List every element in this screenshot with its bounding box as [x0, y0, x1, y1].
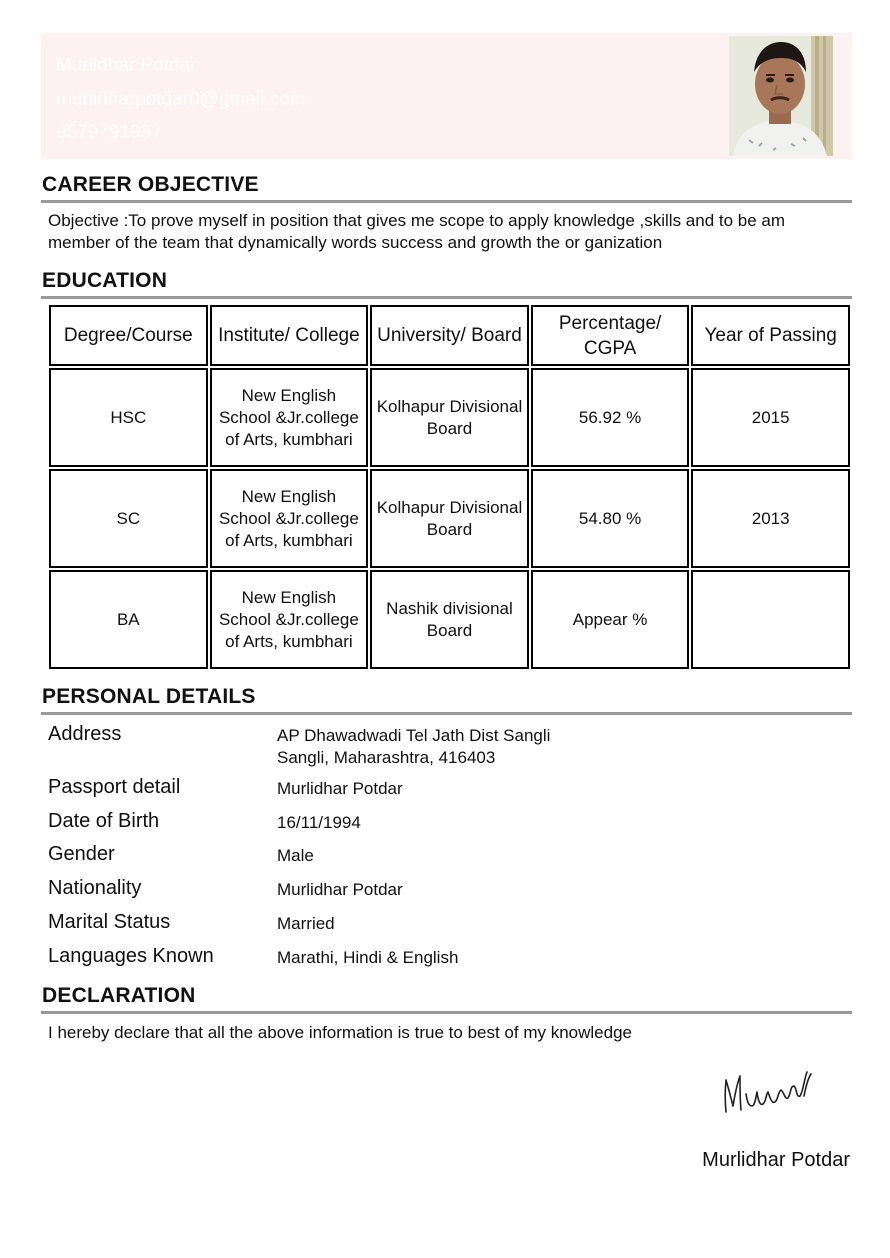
- degree-cell: HSC: [49, 368, 208, 467]
- table-row: [49, 469, 850, 568]
- education-table: [47, 303, 852, 671]
- person-photo-icon: [729, 36, 833, 156]
- personal-details-title: PERSONAL DETAILS: [42, 685, 256, 708]
- resume-header: [41, 33, 852, 159]
- languages-label: Languages Known: [48, 945, 214, 967]
- header-institute: Institute/ College: [210, 305, 369, 366]
- career-objective-title: CAREER OBJECTIVE: [42, 173, 259, 196]
- header-year: Year of Passing: [691, 305, 850, 366]
- nationality-value: Murlidhar Potdar: [277, 880, 403, 899]
- profile-photo: [729, 36, 833, 156]
- declaration-text: I hereby declare that all the above information is true to best of my knowledge: [48, 1023, 632, 1042]
- marital-status-value: Married: [277, 914, 335, 933]
- candidate-email: murlidharpotdar0@gmail.com: [56, 89, 306, 110]
- percentage-cell: 56.92 %: [531, 368, 690, 467]
- marital-status-label: Marital Status: [48, 911, 171, 933]
- dob-value: 16/11/1994: [277, 813, 361, 832]
- nationality-label: Nationality: [48, 877, 142, 899]
- percentage-cell: 54.80 %: [531, 469, 690, 568]
- education-header-row: [49, 305, 850, 366]
- degree-cell: SC: [49, 469, 208, 568]
- address-label: Address: [48, 723, 122, 745]
- university-cell: Nashik divisional Board: [370, 570, 529, 669]
- section-divider: [41, 200, 852, 203]
- institute-cell: New English School &Jr.college of Arts, kumbhari: [210, 570, 369, 669]
- signatory-name: Murlidhar Potdar: [702, 1149, 850, 1171]
- university-cell: Kolhapur Divisional Board: [370, 368, 529, 467]
- percentage-cell: Appear %: [531, 570, 690, 669]
- career-objective-text: Objective :To prove myself in position that gives me scope to apply knowledge ,skills and to be am member of the team that dynamically words success and growth the or ganization: [48, 211, 786, 252]
- languages-value: Marathi, Hindi & English: [277, 948, 459, 967]
- university-cell: Kolhapur Divisional Board: [370, 469, 529, 568]
- year-cell: 2013: [691, 469, 850, 568]
- year-cell: [691, 570, 850, 669]
- gender-label: Gender: [48, 843, 115, 865]
- section-divider: [41, 1011, 852, 1014]
- table-row: [49, 570, 850, 669]
- header-degree: Degree/Course: [49, 305, 208, 366]
- signature-image: [718, 1066, 818, 1118]
- declaration-title: DECLARATION: [42, 984, 196, 1007]
- degree-cell: BA: [49, 570, 208, 669]
- header-percentage: Percentage/ CGPA: [531, 305, 690, 366]
- header-university: University/ Board: [370, 305, 529, 366]
- education-title: EDUCATION: [42, 269, 168, 292]
- section-divider: [41, 712, 852, 715]
- address-line-1: AP Dhawadwadi Tel Jath Dist Sangli: [277, 726, 551, 745]
- institute-cell: New English School &Jr.college of Arts, kumbhari: [210, 368, 369, 467]
- section-divider: [41, 296, 852, 299]
- candidate-name: Murlidhar Potdar: [56, 55, 197, 76]
- gender-value: Male: [277, 846, 314, 865]
- passport-value: Murlidhar Potdar: [277, 779, 403, 798]
- address-line-2: Sangli, Maharashtra, 416403: [277, 748, 496, 767]
- dob-label: Date of Birth: [48, 810, 160, 832]
- institute-cell: New English School &Jr.college of Arts, kumbhari: [210, 469, 369, 568]
- table-row: [49, 368, 850, 467]
- passport-label: Passport detail: [48, 776, 181, 798]
- candidate-phone: 9579791937: [56, 122, 162, 143]
- year-cell: 2015: [691, 368, 850, 467]
